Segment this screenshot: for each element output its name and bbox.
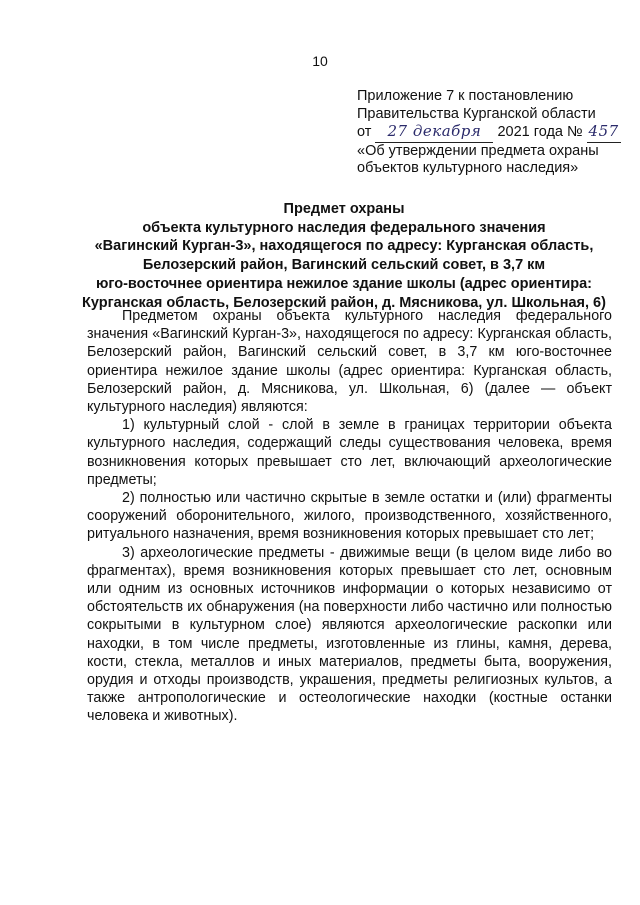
handwritten-number-field [587,123,621,143]
document-body [87,307,612,726]
title-line: Белозерский район, Вагинский сельский совет, в 3,7 км [142,257,546,274]
title-line: юго-восточнее ориентира нежилое здание школы (адрес ориентира: [96,275,592,292]
title-line: Предмет охраны [283,201,405,217]
body-paragraph-item-3: 3) археологические предметы - движимые вещи (в целом виде либо во фрагментах), время возникновения которых превышает сто лет, основным или одним из основных источников информации о которых независимо от обстоятельств их обнаружения (на поверхности либо частично или полностью сокрытыми в культурном слое) являются археологические раскопки или находки, в том числе предметы, изготовленные из глины, камня, дерева, кости, стекла, металлов и иных материалов, предметы быта, вооружения, орудия и отходы производств, украшения, предметы религиозных культов, а также антропологические и остеологические находки (костные останки человека и животных). [87,544,612,725]
body-paragraph-item-1: 1) культурный слой - слой в земле в границах территории объекта культурного наследия, содержащий следы существования человека, время возникновения которых превышает сто лет, включающий археологические предметы; [87,417,612,488]
appendix-line-2: Правительства Курганской области [357,105,596,122]
document-title [80,200,608,312]
appendix-header [357,88,627,178]
handwritten-number: 457 [588,122,619,140]
body-paragraph-intro: Предметом охраны объекта культурного наследия федерального значения «Вагинский Курган-3», находящегося по адресу: Курганская область, Белозерский район, Вагинский сельский совет, в 3,7 км юго-восточнее ориентира нежилое здание школы (адрес ориентира: Курганская область, Белозерский район, д. Мясникова, ул. Школьная, 6) (далее — объект культурного наследия) являются: [87,308,612,416]
body-paragraph-item-2: 2) полностью или частично скрытые в земле остатки и (или) фрагменты сооружений оборонительного, жилого, производственного, хозяйственного, ритуального назначения, время возникновения которых превышает сто лет; [87,490,612,543]
appendix-date-line [357,123,627,143]
appendix-line-4: «Об утверждении предмета охраны [357,142,599,159]
appendix-line-1: Приложение 7 к постановлению [357,88,574,104]
date-prefix: от [357,124,372,140]
title-line: «Вагинский Курган-3», находящегося по адресу: Курганская область, [94,238,594,255]
handwritten-date-field [375,123,493,143]
title-line: Курганская область, Белозерский район, д. Мясникова, ул. Школьная, 6) [82,294,606,311]
title-line: объекта культурного наследия федерального значения [142,219,546,236]
appendix-line-5: объектов культурного наследия» [357,160,579,176]
page-number: 10 [312,53,328,69]
year-text: 2021 года № [497,124,583,140]
handwritten-date: 27 декабря [387,122,482,140]
